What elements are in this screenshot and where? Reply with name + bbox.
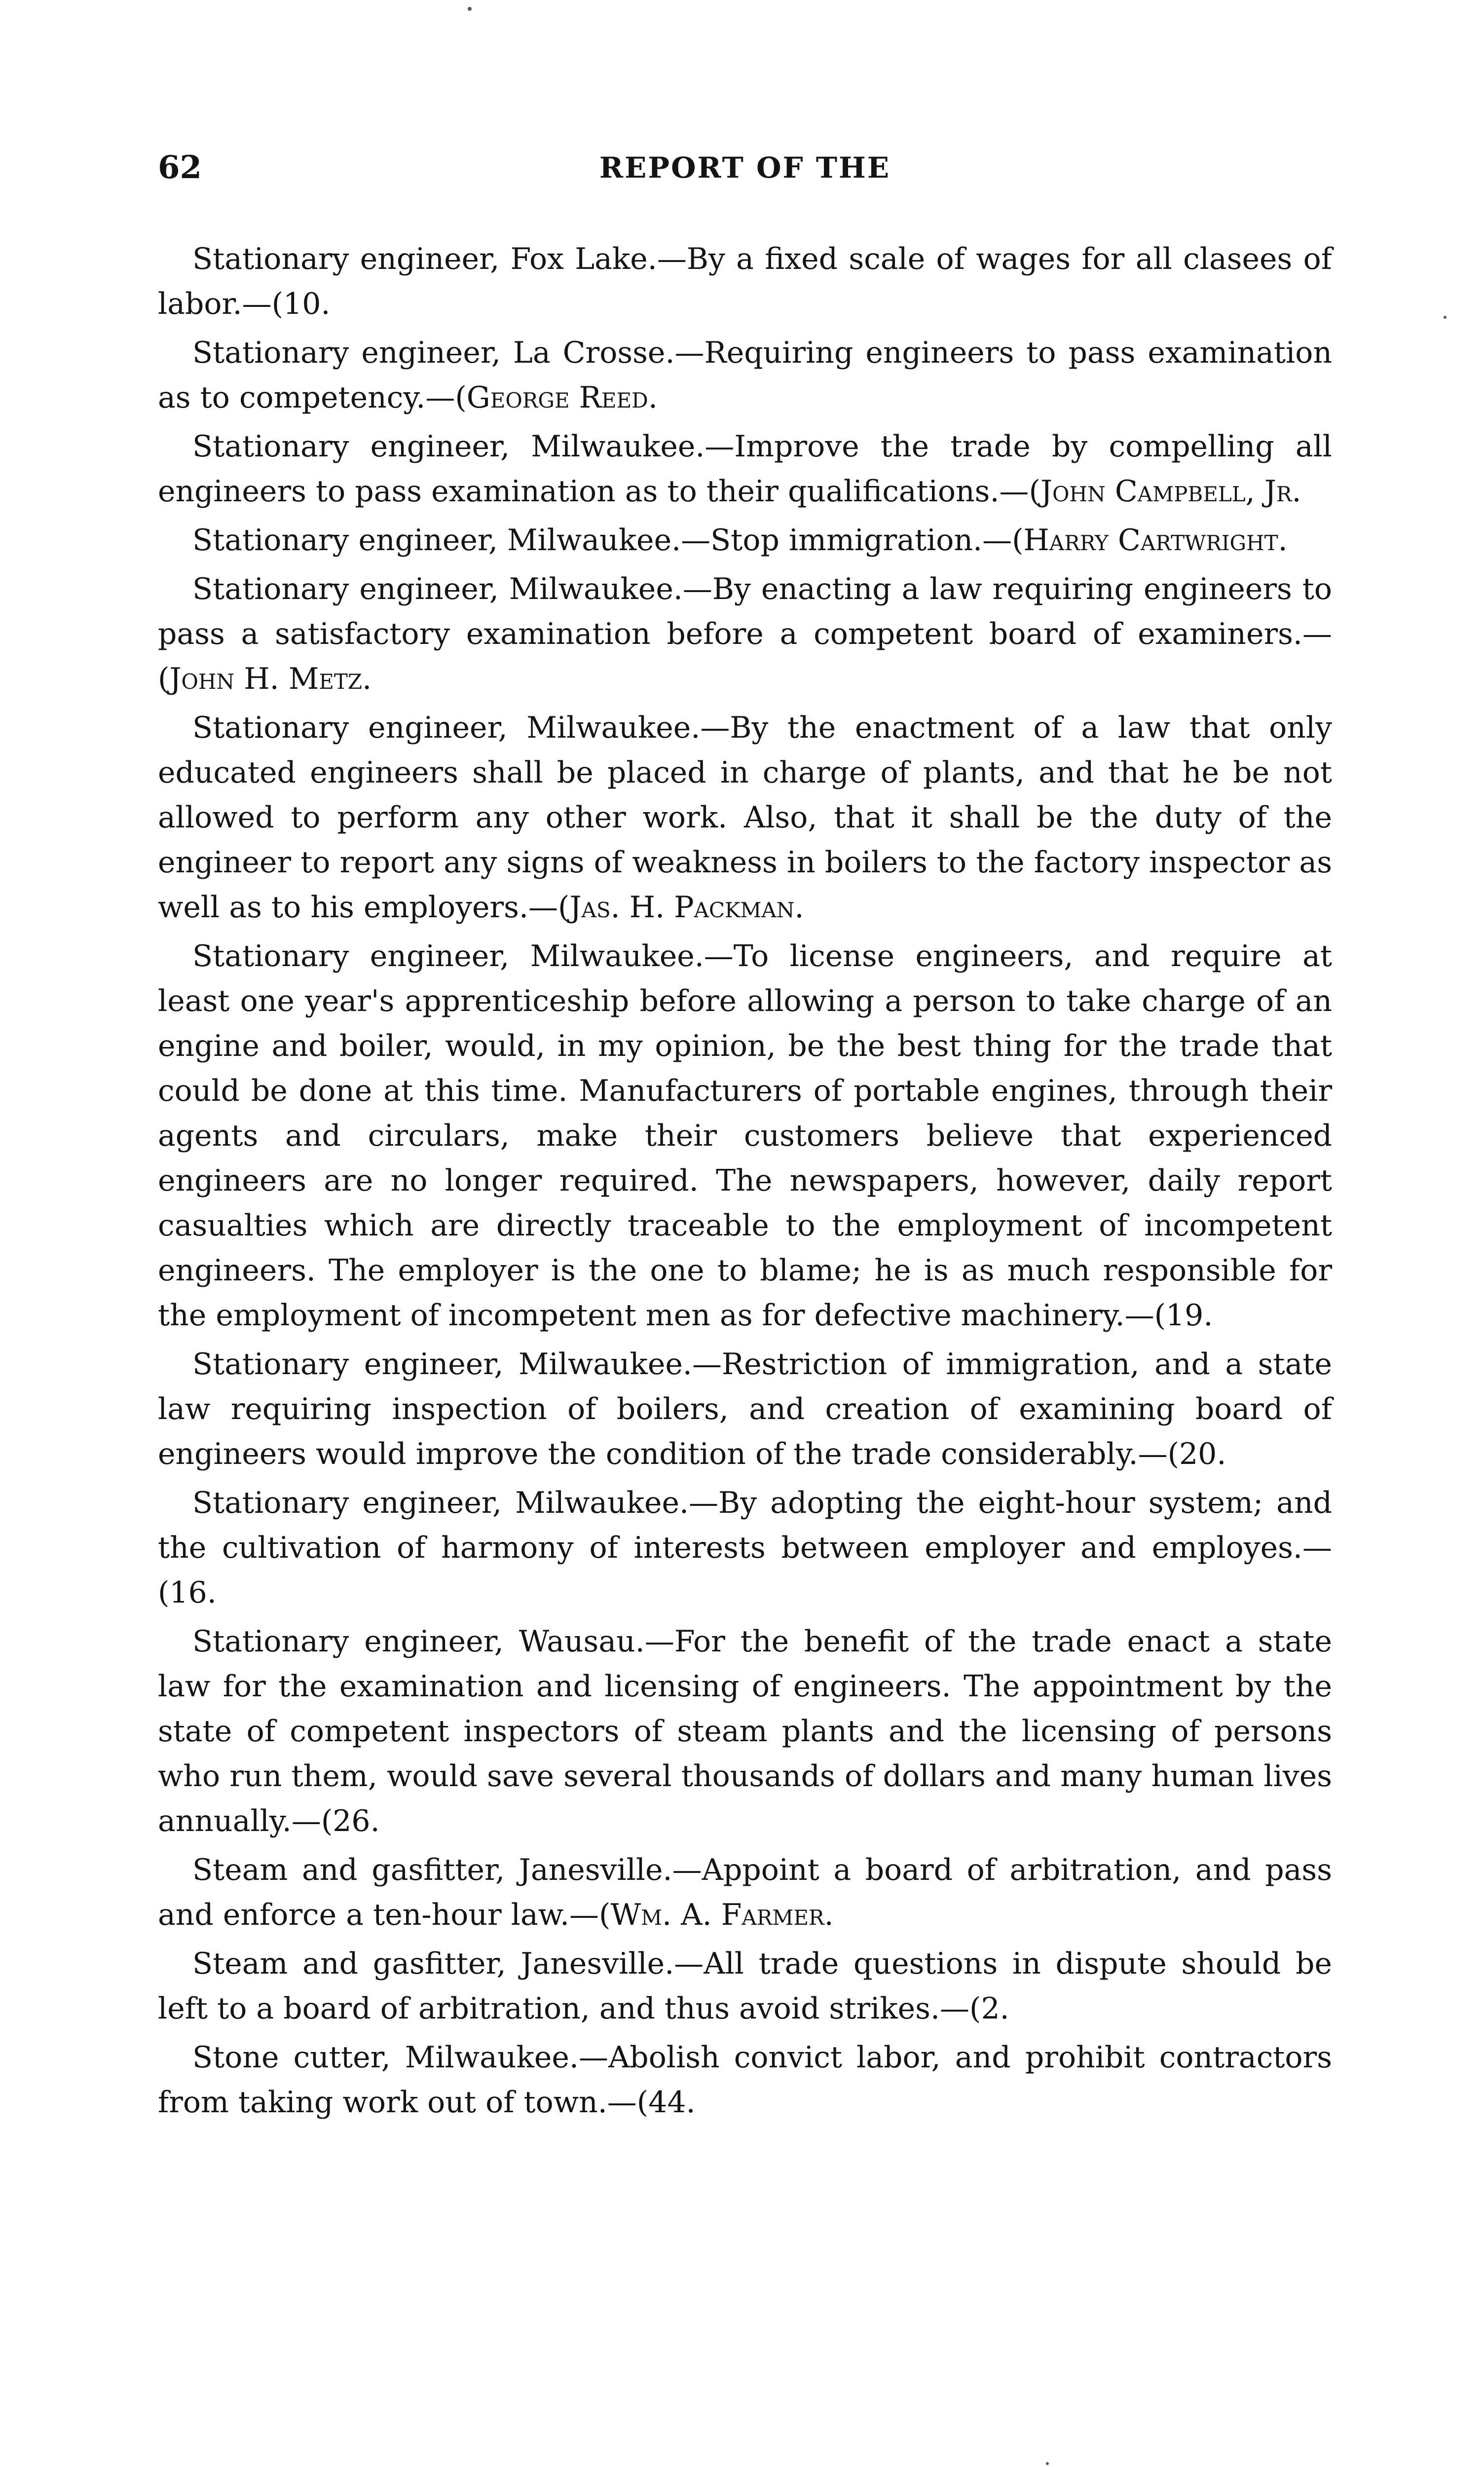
ink-speck xyxy=(1046,2462,1049,2465)
entry-janesville-farmer xyxy=(158,1848,1332,1938)
entry-signature: John H. Metz. xyxy=(169,662,372,696)
entry-janesville-arbitration xyxy=(158,1942,1332,2031)
entry-milwaukee-cartwright xyxy=(158,518,1332,563)
entry-milwaukee-license xyxy=(158,934,1332,1338)
entry-milwaukee-campbell xyxy=(158,424,1332,514)
entry-text: Steam and gasfitter, Janesville.—Appoint a board of arbitration, and pass and enforce a ten-hour law.—( xyxy=(158,1853,1332,1932)
entry-milwaukee-metz xyxy=(158,567,1332,702)
entry-text: Stationary engineer, Milwaukee.—By the enactment of a law that only educated engineers shall be placed in charge of plants, and that he be not allowed to perform any other work. Also, that it shall be the duty of the engineer to report any signs of weakness in boilers to the factory inspector as well as to his employers.—( xyxy=(158,710,1332,925)
entry-milwaukee-eight-hour xyxy=(158,1481,1332,1615)
entry-wausau xyxy=(158,1619,1332,1844)
entry-milwaukee-restriction xyxy=(158,1342,1332,1477)
ink-speck xyxy=(1444,316,1447,319)
entry-text: Stationary engineer, Milwaukee.—Restriction of immigration, and a state law requiring inspection of boilers, and creation of examining board of engineers would improve the condition of the trade considerably.—(20. xyxy=(158,1347,1332,1471)
page-header xyxy=(158,148,1332,187)
running-head: REPORT OF THE xyxy=(599,151,891,185)
entry-signature: Jas. H. Packman. xyxy=(569,890,804,925)
entry-stone-cutter xyxy=(158,2035,1332,2125)
entry-text: Stationary engineer, Milwaukee.—Improve the trade by compelling all engineers to pass examination as to their qualifications.—( xyxy=(158,429,1332,509)
entry-text: Stationary engineer, Wausau.—For the benefit of the trade enact a state law for the examination and licensing of engineers. The appointment by the state of competent inspectors of steam plants and the licensing of persons who run them, would save several thousands of dollars and many human lives annually.—(26. xyxy=(158,1624,1332,1838)
ink-speck xyxy=(468,7,472,11)
entry-text: Stationary engineer, Milwaukee.—By enacting a law requiring engineers to pass a satisfactory examination before a competent board of examiners.—( xyxy=(158,572,1332,696)
entry-signature: John Campbell, Jr. xyxy=(1040,474,1301,509)
entry-text: Stone cutter, Milwaukee.—Abolish convict labor, and prohibit contractors from taking work out of town.—(44. xyxy=(158,2040,1332,2120)
entry-text: Stationary engineer, Milwaukee.—By adopting the eight-hour system; and the cultivation of harmony of interests between employer and employes.—(16. xyxy=(158,1486,1332,1610)
entry-la-crosse xyxy=(158,331,1332,420)
entry-signature: Wm. A. Farmer. xyxy=(610,1898,834,1932)
entry-text: Steam and gasfitter, Janesville.—All trade questions in dispute should be left to a board of arbitration, and thus avoid strikes.—(2. xyxy=(158,1946,1332,2026)
entry-text: Stationary engineer, Fox Lake.—By a fixed scale of wages for all clasees of labor.—(10. xyxy=(158,242,1332,321)
entry-text: Stationary engineer, La Crosse.—Requiring engineers to pass examination as to competency.—( xyxy=(158,336,1332,415)
entry-milwaukee-packman xyxy=(158,706,1332,930)
entry-signature: George Reed. xyxy=(466,380,658,415)
entry-text: Stationary engineer, Milwaukee.—To license engineers, and require at least one year's apprenticeship before allowing a person to take charge of an engine and boiler, would, in my opinion, be the best thing for the trade that could be done at this time. Manufacturers of portable engines, through their agents and circulars, make their customers believe that experienced engineers are no longer required. The newspapers, however, daily report casualties which are directly traceable to the employment of incompetent engineers. The employer is the one to blame; he is as much responsible for the employment of incompetent men as for defective machinery.—(19. xyxy=(158,939,1332,1333)
page-number: 62 xyxy=(158,149,202,186)
entry-text: Stationary engineer, Milwaukee.—Stop immigration.—( xyxy=(192,523,1024,558)
entry-fox-lake xyxy=(158,237,1332,327)
entry-signature: Harry Cartwright. xyxy=(1023,523,1288,558)
report-body xyxy=(158,237,1332,2129)
